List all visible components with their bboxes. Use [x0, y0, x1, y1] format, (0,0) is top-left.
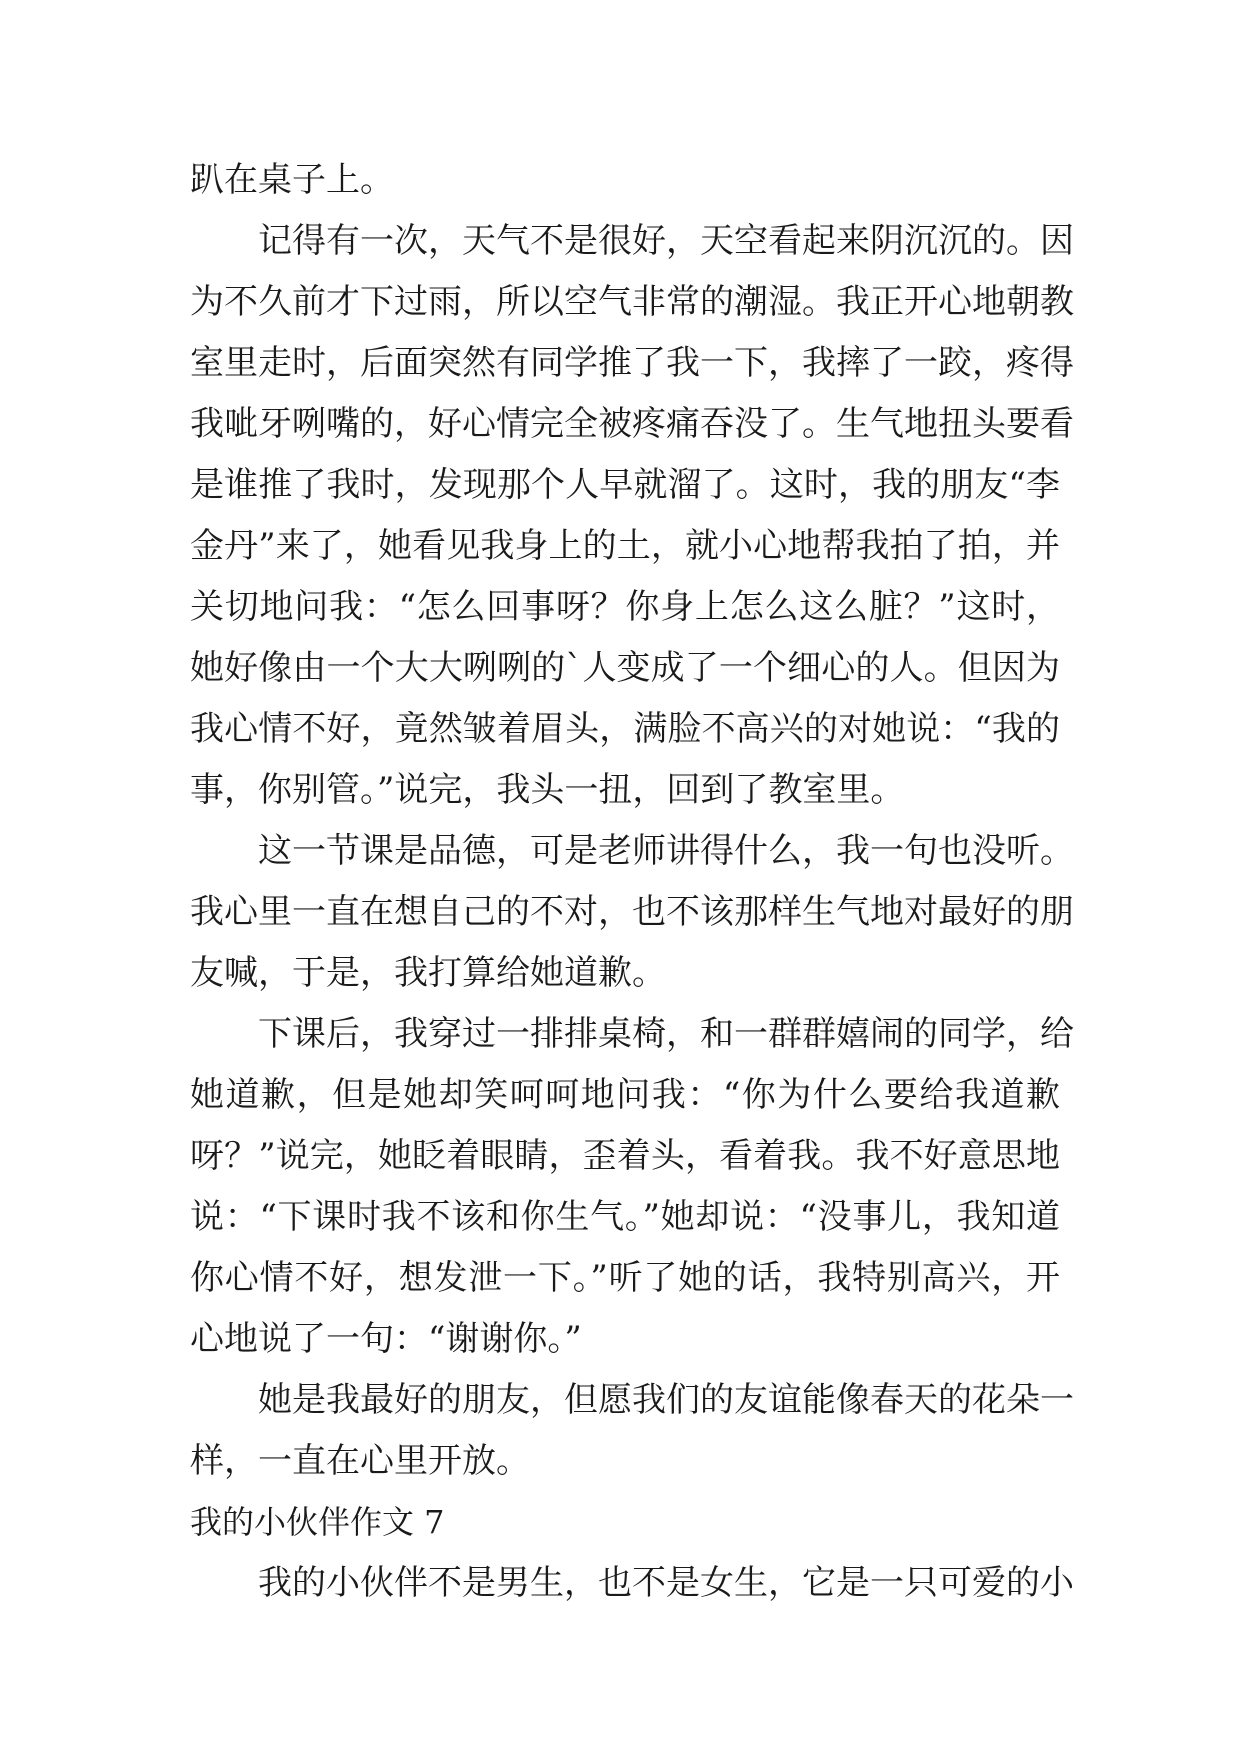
text-line: 呀？”说完，她眨着眼睛，歪着头，看着我。我不好意思地: [190, 1136, 1060, 1176]
text-line: 室里走时，后面突然有同学推了我一下，我摔了一跤，疼得: [190, 343, 1074, 383]
text-line: 趴在桌子上。: [190, 160, 394, 200]
text-line: 你心情不好，想发泄一下。”听了她的话，我特别高兴，开: [190, 1258, 1060, 1298]
paragraph: [190, 1370, 1074, 1492]
text-line: 我心情不好，竟然皱着眉头，满脸不高兴的对她说：“我的: [190, 709, 1060, 749]
text-line: 我的小伙伴不是男生，也不是女生，它是一只可爱的小: [258, 1563, 1074, 1603]
text-line: 记得有一次，天气不是很好，天空看起来阴沉沉的。因: [258, 221, 1074, 261]
text-line: 为不久前才下过雨，所以空气非常的潮湿。我正开心地朝教: [190, 282, 1074, 322]
text-line: 我呲牙咧嘴的，好心情完全被疼痛吞没了。生气地扭头要看: [190, 404, 1074, 444]
heading-text: 我的小伙伴作文 7: [190, 1503, 445, 1541]
text-line: 她道歉，但是她却笑呵呵地问我：“你为什么要给我道歉: [190, 1075, 1060, 1115]
text-line: 说：“下课时我不该和你生气。”她却说：“没事儿，我知道: [190, 1197, 1060, 1237]
text-line: 金丹”来了，她看见我身上的土，就小心地帮我拍了拍，并: [190, 526, 1060, 566]
text-line: 友喊，于是，我打算给她道歉。: [190, 953, 666, 993]
text-line: 样，一直在心里开放。: [190, 1441, 530, 1481]
text-line: 这一节课是品德，可是老师讲得什么，我一句也没听。: [258, 831, 1074, 871]
text-line: 心地说了一句：“谢谢你。”: [190, 1319, 582, 1359]
section-heading: [190, 1492, 1060, 1553]
text-line: 她是我最好的朋友，但愿我们的友谊能像春天的花朵一: [258, 1380, 1074, 1420]
document-body: [190, 150, 1074, 1614]
text-line: 关切地问我：“怎么回事呀？你身上怎么这么脏？”这时，: [190, 587, 1060, 627]
text-line: 下课后，我穿过一排排桌椅，和一群群嬉闹的同学，给: [258, 1014, 1074, 1054]
paragraph: [190, 1004, 1074, 1370]
text-line: 事，你别管。”说完，我头一扭，回到了教室里。: [190, 770, 905, 810]
text-line: 我心里一直在想自己的不对，也不该那样生气地对最好的朋: [190, 892, 1074, 932]
text-line: 是谁推了我时，发现那个人早就溜了。这时，我的朋友“李: [190, 465, 1060, 505]
paragraph: [190, 211, 1074, 821]
paragraph: [190, 1553, 1074, 1614]
text-line: 她好像由一个大大咧咧的`人变成了一个细心的人。但因为: [190, 648, 1060, 688]
paragraph: [190, 821, 1074, 1004]
paragraph: [190, 150, 1060, 211]
